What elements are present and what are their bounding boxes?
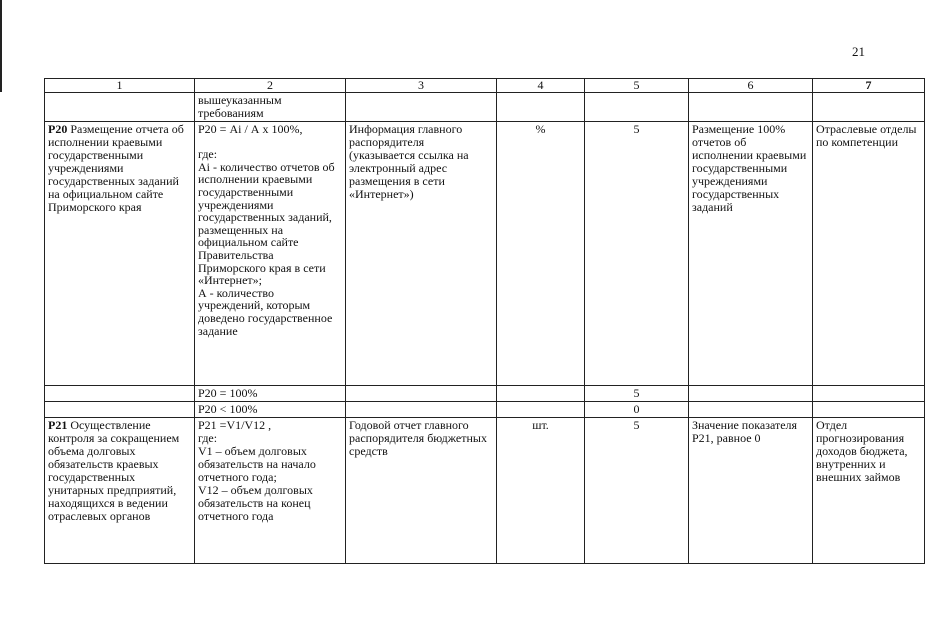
empty-cell (346, 386, 497, 402)
empty-cell (497, 386, 585, 402)
column-number: 6 (689, 79, 813, 93)
indicators-table (44, 78, 925, 564)
indicator-responsible: Отраслевые отделы по компетенции (813, 122, 925, 386)
indicator-source: Информация главного распорядителя (указывается ссылка на электронный адрес размещения в сети «Интернет») (346, 122, 497, 386)
condition-text: Р20 = 100% (195, 386, 346, 402)
column-number: 5 (585, 79, 689, 93)
column-number: 1 (45, 79, 195, 93)
condition-text: Р20 < 100% (195, 402, 346, 418)
indicator-row-p20 (45, 122, 925, 386)
empty-cell (813, 386, 925, 402)
empty-cell (813, 402, 925, 418)
scan-edge-line (0, 0, 2, 92)
indicator-weight: 5 (585, 418, 689, 564)
indicator-weight: 5 (585, 122, 689, 386)
indicator-name-cell (45, 418, 195, 564)
empty-cell (346, 93, 497, 122)
condition-row (45, 402, 925, 418)
indicator-unit: шт. (497, 418, 585, 564)
empty-cell (689, 93, 813, 122)
column-number: 4 (497, 79, 585, 93)
continuation-row (45, 93, 925, 122)
empty-cell (45, 386, 195, 402)
column-number-row (45, 79, 925, 93)
indicator-source: Годовой отчет главного распорядителя бюджетных средств (346, 418, 497, 564)
continuation-text: вышеуказанным требованиям (195, 93, 346, 122)
column-number: 3 (346, 79, 497, 93)
empty-cell (689, 402, 813, 418)
indicator-row-p21 (45, 418, 925, 564)
indicator-code: Р21 (48, 418, 68, 432)
page-number: 21 (852, 44, 865, 59)
condition-score: 0 (585, 402, 689, 418)
indicator-responsible: Отдел прогнозирования доходов бюджета, внутренних и внешних займов (813, 418, 925, 564)
indicator-target: Значение показателя Р21, равное 0 (689, 418, 813, 564)
empty-cell (346, 402, 497, 418)
empty-cell (45, 402, 195, 418)
column-number: 2 (195, 79, 346, 93)
empty-cell (45, 93, 195, 122)
indicator-formula: Р21 =V1/V12 , где: V1 – объем долговых обязательств на начало отчетного года; V12 – объем долговых обязательств на конец отчетного года (195, 418, 346, 564)
empty-cell (585, 93, 689, 122)
indicator-formula: Р20 = Аi / А х 100%, где: Аi - количество отчетов об исполнении краевыми государственными учреждениями государственных заданий, размещенных на официальном сайте Правительства Приморского края в сети «Интернет»; А - количество учреждений, которым доведено государственное задание (195, 122, 346, 386)
indicator-target: Размещение 100% отчетов об исполнении краевыми государственными учреждениями государственных заданий (689, 122, 813, 386)
empty-cell (497, 402, 585, 418)
condition-row (45, 386, 925, 402)
empty-cell (689, 386, 813, 402)
indicator-name: Размещение отчета об исполнении краевыми государственными учреждениями государственных заданий на официальном сайте Приморского края (48, 122, 184, 214)
empty-cell (497, 93, 585, 122)
empty-cell (813, 93, 925, 122)
column-number: 7 (813, 79, 925, 93)
condition-score: 5 (585, 386, 689, 402)
indicator-name-cell (45, 122, 195, 386)
indicator-unit: % (497, 122, 585, 386)
indicator-name: Осуществление контроля за сокращением объема долговых обязательств краевых государственных унитарных предприятий, находящихся в ведении отраслевых органов (48, 418, 180, 523)
indicator-code: Р20 (48, 122, 68, 136)
